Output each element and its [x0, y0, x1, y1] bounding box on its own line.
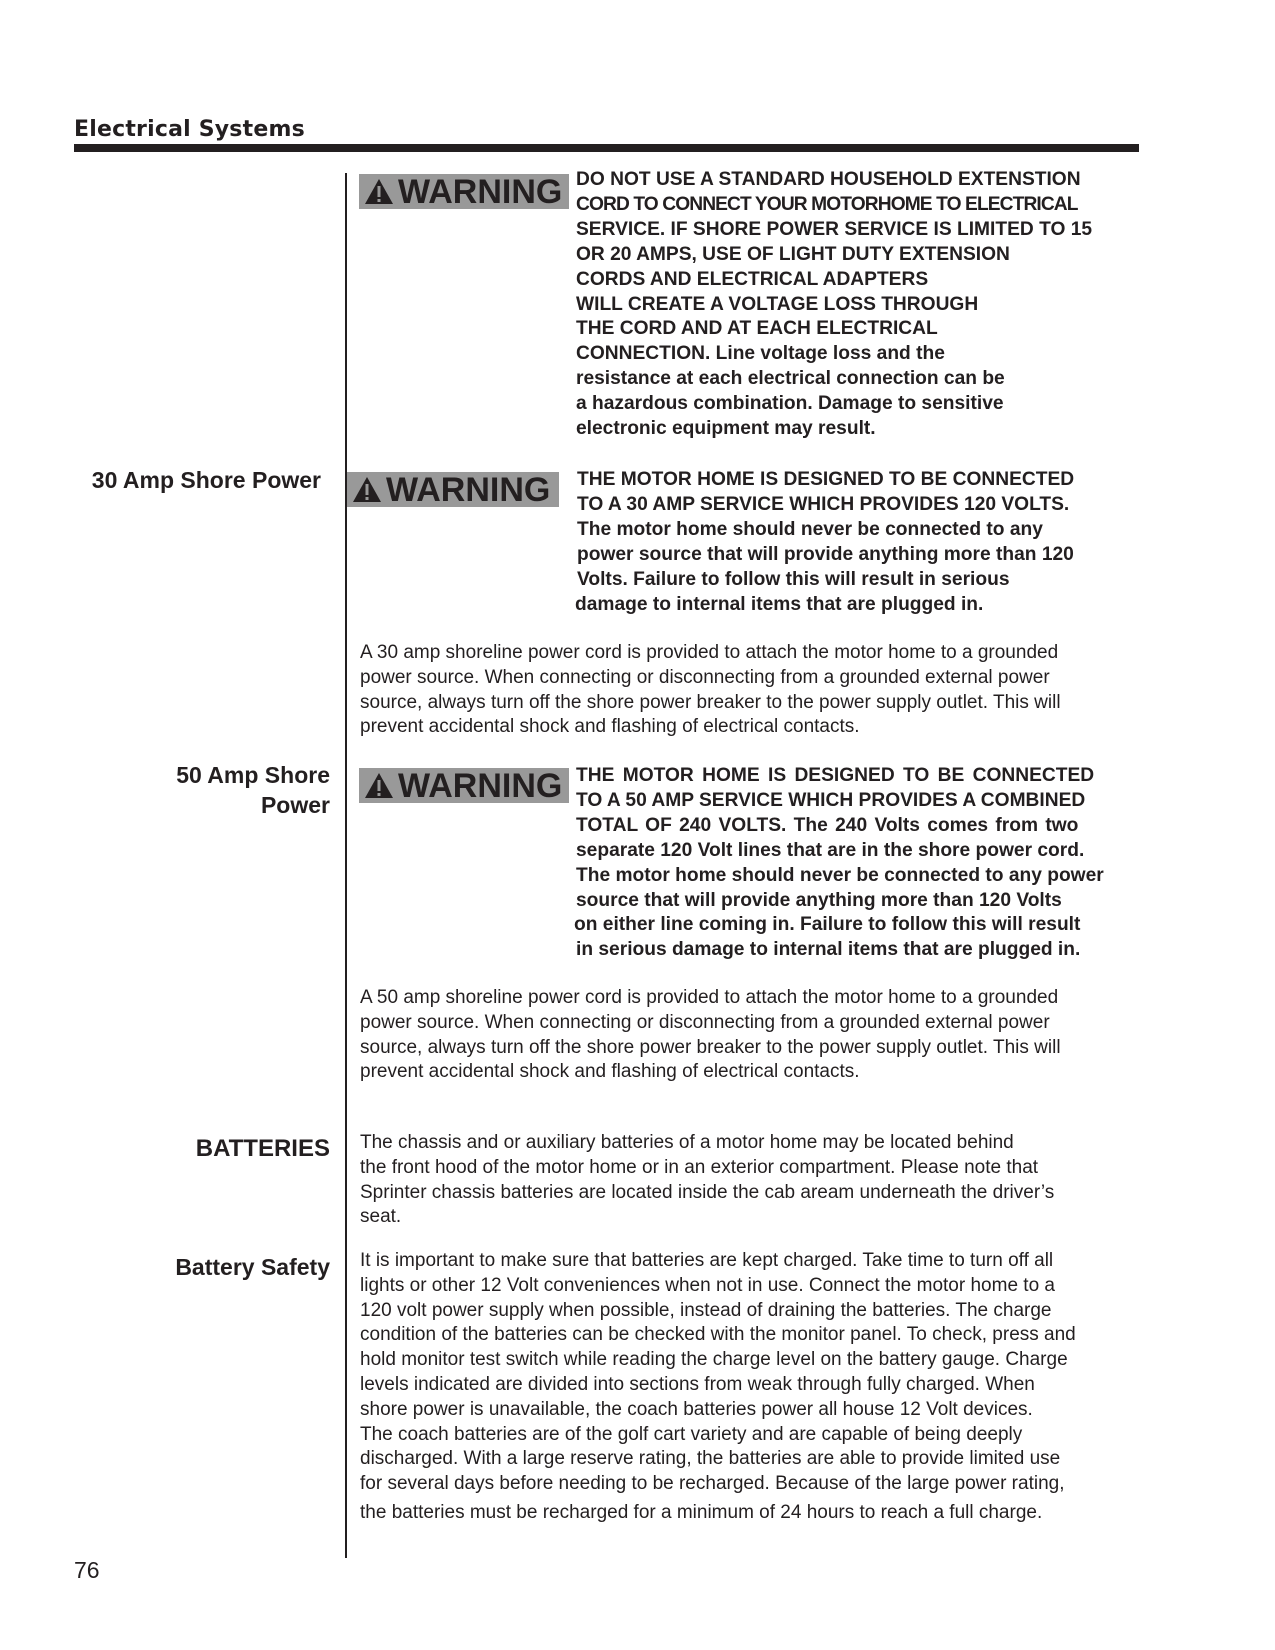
heading-batteries: BATTERIES — [195, 1135, 330, 1162]
paragraph-line: Sprinter chassis batteries are located inside the cab aream underneath the driver’s — [360, 1181, 1055, 1203]
warning-line: OR 20 AMPS, USE OF LIGHT DUTY EXTENSION — [576, 243, 1010, 265]
paragraph-line: The coach batteries are of the golf cart variety and are capable of being deeply — [360, 1423, 1023, 1445]
paragraph-line: power source. When connecting or disconnecting from a grounded external power — [360, 1011, 1050, 1033]
paragraph-line: source, always turn off the shore power breaker to the power supply outlet. This will — [360, 1036, 1061, 1058]
header-rule — [74, 144, 1139, 152]
paragraph-line: for several days before needing to be recharged. Because of the large power rating, — [360, 1473, 1065, 1495]
warning-badge — [359, 768, 569, 803]
paragraph-line: prevent accidental shock and flashing of electrical contacts. — [360, 716, 860, 738]
paragraph-line: levels indicated are divided into sections from weak through fully charged. When — [360, 1373, 1035, 1395]
paragraph-batteries — [360, 1131, 1140, 1230]
warning-50-amp — [576, 764, 1142, 963]
paragraph-line: A 30 amp shoreline power cord is provided to attach the motor home to a grounded — [360, 642, 1059, 663]
warning-label: WARNING — [398, 766, 563, 805]
heading-battery-safety: Battery Safety — [175, 1254, 330, 1280]
paragraph-line: discharged. With a large reserve rating, the batteries are able to provide limited use — [360, 1448, 1061, 1470]
warning-triangle-icon — [364, 178, 394, 205]
warning-line: THE MOTOR HOME IS DESIGNED TO BE CONNECTED — [576, 765, 1095, 786]
warning-line: THE MOTOR HOME IS DESIGNED TO BE CONNECTED — [577, 469, 1075, 490]
paragraph-line: the batteries must be recharged for a minimum of 24 hours to reach a full charge. — [360, 1501, 1043, 1523]
warning-line: a hazardous combination. Damage to sensitive — [576, 393, 1004, 415]
warning-badge — [359, 174, 569, 209]
warning-line: Volts. Failure to follow this will result in serious — [577, 568, 1010, 590]
heading-50-amp-shore-power — [50, 760, 330, 820]
warning-line: WILL CREATE A VOLTAGE LOSS THROUGH — [576, 293, 979, 315]
paragraph-battery-safety — [360, 1249, 1140, 1526]
paragraph-line: power source. When connecting or disconnecting from a grounded external power — [360, 666, 1050, 688]
paragraph-line: prevent accidental shock and flashing of electrical contacts. — [360, 1061, 860, 1083]
warning-label: WARNING — [398, 172, 563, 211]
warning-extension-cord — [576, 168, 1142, 442]
warning-line: CONNECTION. Line voltage loss and the — [576, 343, 945, 365]
paragraph-line: lights or other 12 Volt conveniences when not in use. Connect the motor home to a — [360, 1274, 1055, 1296]
paragraph-line: condition of the batteries can be checked with the monitor panel. To check, press and — [360, 1324, 1076, 1346]
column-divider — [345, 173, 347, 1558]
warning-line: in serious damage to internal items that are plugged in. — [576, 939, 1081, 961]
warning-line: SERVICE. IF SHORE POWER SERVICE IS LIMITED TO 15 — [576, 218, 1093, 240]
warning-triangle-icon — [364, 772, 394, 799]
heading-line: Power — [260, 792, 330, 818]
warning-line: TO A 50 AMP SERVICE WHICH PROVIDES A COMBINED — [576, 789, 1086, 811]
warning-line: The motor home should never be connected to any — [577, 518, 1043, 540]
paragraph-line: source, always turn off the shore power breaker to the power supply outlet. This will — [360, 691, 1061, 713]
warning-line: TOTAL OF 240 VOLTS. The 240 Volts comes from two — [576, 814, 1079, 836]
paragraph-line: hold monitor test switch while reading the charge level on the battery gauge. Charge — [360, 1349, 1068, 1371]
warning-line: resistance at each electrical connection can be — [576, 368, 1005, 390]
warning-line: TO A 30 AMP SERVICE WHICH PROVIDES 120 VOLTS. — [577, 493, 1070, 515]
warning-line: The motor home should never be connected to any power — [576, 864, 1104, 886]
warning-line: THE CORD AND AT EACH ELECTRICAL — [576, 318, 938, 340]
paragraph-line: shore power is unavailable, the coach batteries power all house 12 Volt devices. — [360, 1398, 1033, 1420]
page-number: 76 — [74, 1557, 100, 1583]
warning-line: power source that will provide anything more than 120 — [577, 543, 1074, 565]
warning-line: separate 120 Volt lines that are in the shore power cord. — [576, 839, 1085, 861]
warning-line: CORDS AND ELECTRICAL ADAPTERS — [576, 268, 929, 290]
section-title: Electrical Systems — [74, 117, 305, 142]
warning-line: source that will provide anything more than 120 Volts — [576, 889, 1062, 911]
warning-triangle-icon — [352, 476, 382, 503]
paragraph-line: 120 volt power supply when possible, instead of draining the batteries. The charge — [360, 1299, 1052, 1321]
heading-30-amp-shore-power: 30 Amp Shore Power — [91, 467, 321, 493]
paragraph-50-amp — [360, 986, 1140, 1085]
paragraph-line: seat. — [360, 1206, 402, 1228]
paragraph-line: The chassis and or auxiliary batteries of a motor home may be located behind — [360, 1132, 1014, 1153]
warning-line: DO NOT USE A STANDARD HOUSEHOLD EXTENSTION — [576, 169, 1081, 190]
paragraph-line: A 50 amp shoreline power cord is provided to attach the motor home to a grounded — [360, 987, 1059, 1008]
warning-line: on either line coming in. Failure to follow this will result — [574, 914, 1081, 936]
paragraph-line: It is important to make sure that batteries are kept charged. Take time to turn off all — [360, 1250, 1054, 1271]
warning-line: damage to internal items that are plugged in. — [575, 593, 984, 615]
warning-30-amp — [577, 468, 1143, 617]
warning-label: WARNING — [386, 470, 551, 509]
paragraph-line: the front hood of the motor home or in an exterior compartment. Please note that — [360, 1156, 1039, 1178]
warning-line: CORD TO CONNECT YOUR MOTORHOME TO ELECTRICAL — [576, 193, 1078, 215]
paragraph-30-amp — [360, 641, 1140, 740]
heading-line: 50 Amp Shore — [176, 762, 330, 788]
warning-line: electronic equipment may result. — [576, 418, 876, 440]
warning-badge — [347, 472, 559, 507]
